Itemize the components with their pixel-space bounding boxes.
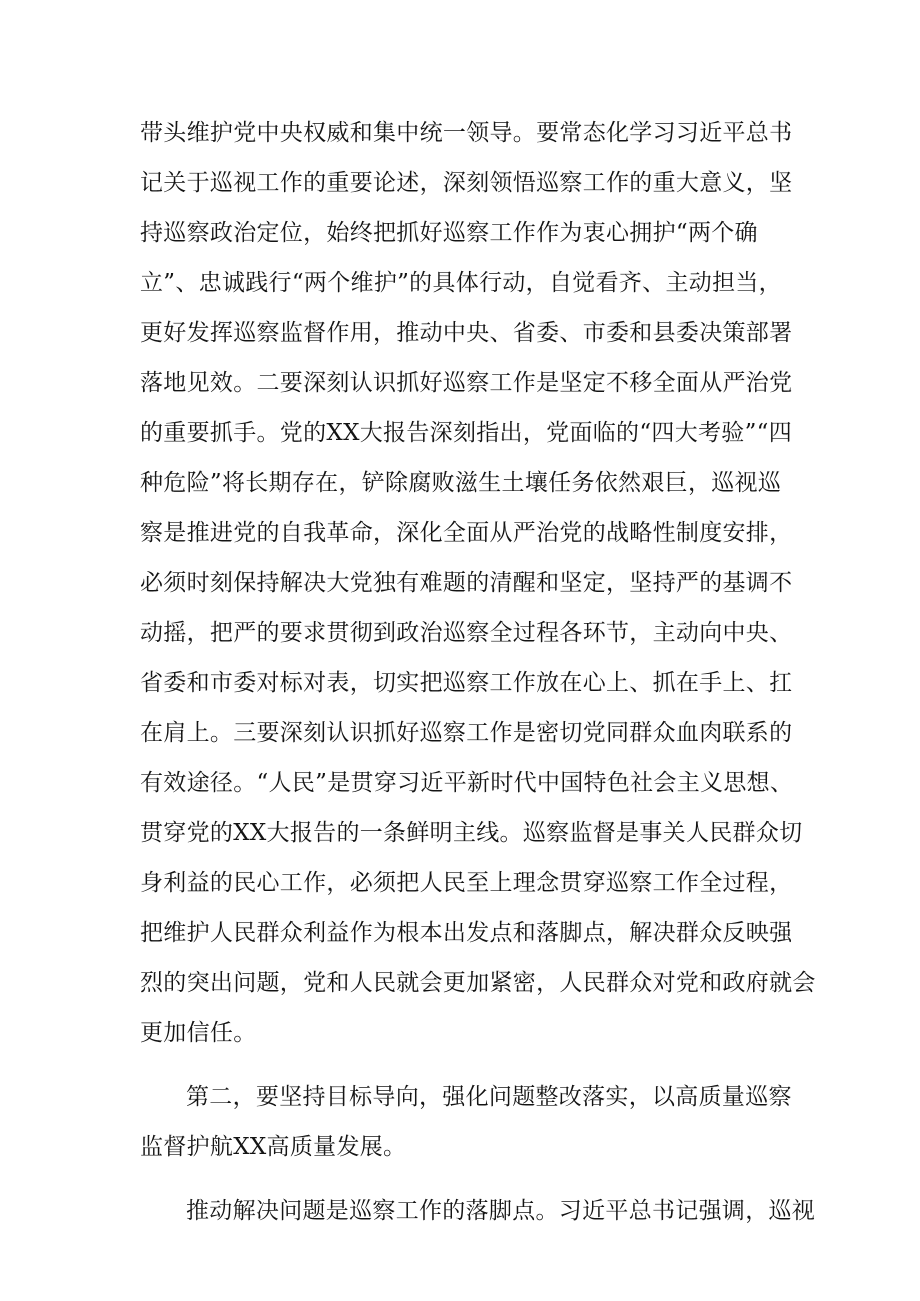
text-line: 察是推进党的自我革命，深化全面从严治党的战略性制度安排， (140, 520, 793, 546)
text-line: 持巡察政治定位，始终把抓好巡察工作作为衷心拥护“两个确 (140, 220, 758, 246)
text-line: 有效途径。“人民”是贯穿习近平新时代中国特色社会主义思想、 (140, 770, 794, 796)
text-line: 烈的突出问题，党和人民就会更加紧密，人民群众对党和政府就会 (140, 970, 816, 996)
text-line: 种危险”将长期存在，铲除腐败滋生土壤任务依然艰巨，巡视巡 (140, 470, 782, 496)
text-line: 贯穿党的XX大报告的一条鲜明主线。巡察监督是事关人民群众切 (140, 820, 803, 846)
text-line: 记关于巡视工作的重要论述，深刻领悟巡察工作的重大意义，坚 (140, 170, 793, 196)
text-line: 落地见效。二要深刻认识抓好巡察工作是坚定不移全面从严治党 (140, 370, 793, 396)
text-line: 更好发挥巡察监督作用，推动中央、省委、市委和县委决策部署 (140, 320, 793, 346)
text-line: 第二，要坚持目标导向，强化问题整改落实，以高质量巡察 (186, 1084, 792, 1110)
text-line: 监督护航XX高质量发展。 (140, 1134, 407, 1160)
text-line: 必须时刻保持解决大党独有难题的清醒和坚定，坚持严的基调不 (140, 570, 793, 596)
text-line: 在肩上。三要深刻认识抓好巡察工作是密切党同群众血肉联系的 (140, 720, 793, 746)
text-line: 动摇，把严的要求贯彻到政治巡察全过程各环节，主动向中央、 (140, 620, 793, 646)
text-line: 带头维护党中央权威和集中统一领导。要常态化学习习近平总书 (140, 120, 793, 146)
text-line: 更加信任。 (140, 1020, 257, 1046)
text-line: 身利益的民心工作，必须把人民至上理念贯穿巡察工作全过程， (140, 870, 793, 896)
text-line: 推动解决问题是巡察工作的落脚点。习近平总书记强调，巡视 (186, 1198, 816, 1224)
text-line: 省委和市委对标对表，切实把巡察工作放在心上、抓在手上、扛 (140, 670, 793, 696)
text-line: 立”、忠诚践行“两个维护”的具体行动，自觉看齐、主动担当， (140, 270, 782, 296)
text-line: 把维护人民群众利益作为根本出发点和落脚点，解决群众反映强 (140, 920, 793, 946)
text-line: 的重要抓手。党的XX大报告深刻指出，党面临的“四大考验”“四 (140, 420, 793, 446)
